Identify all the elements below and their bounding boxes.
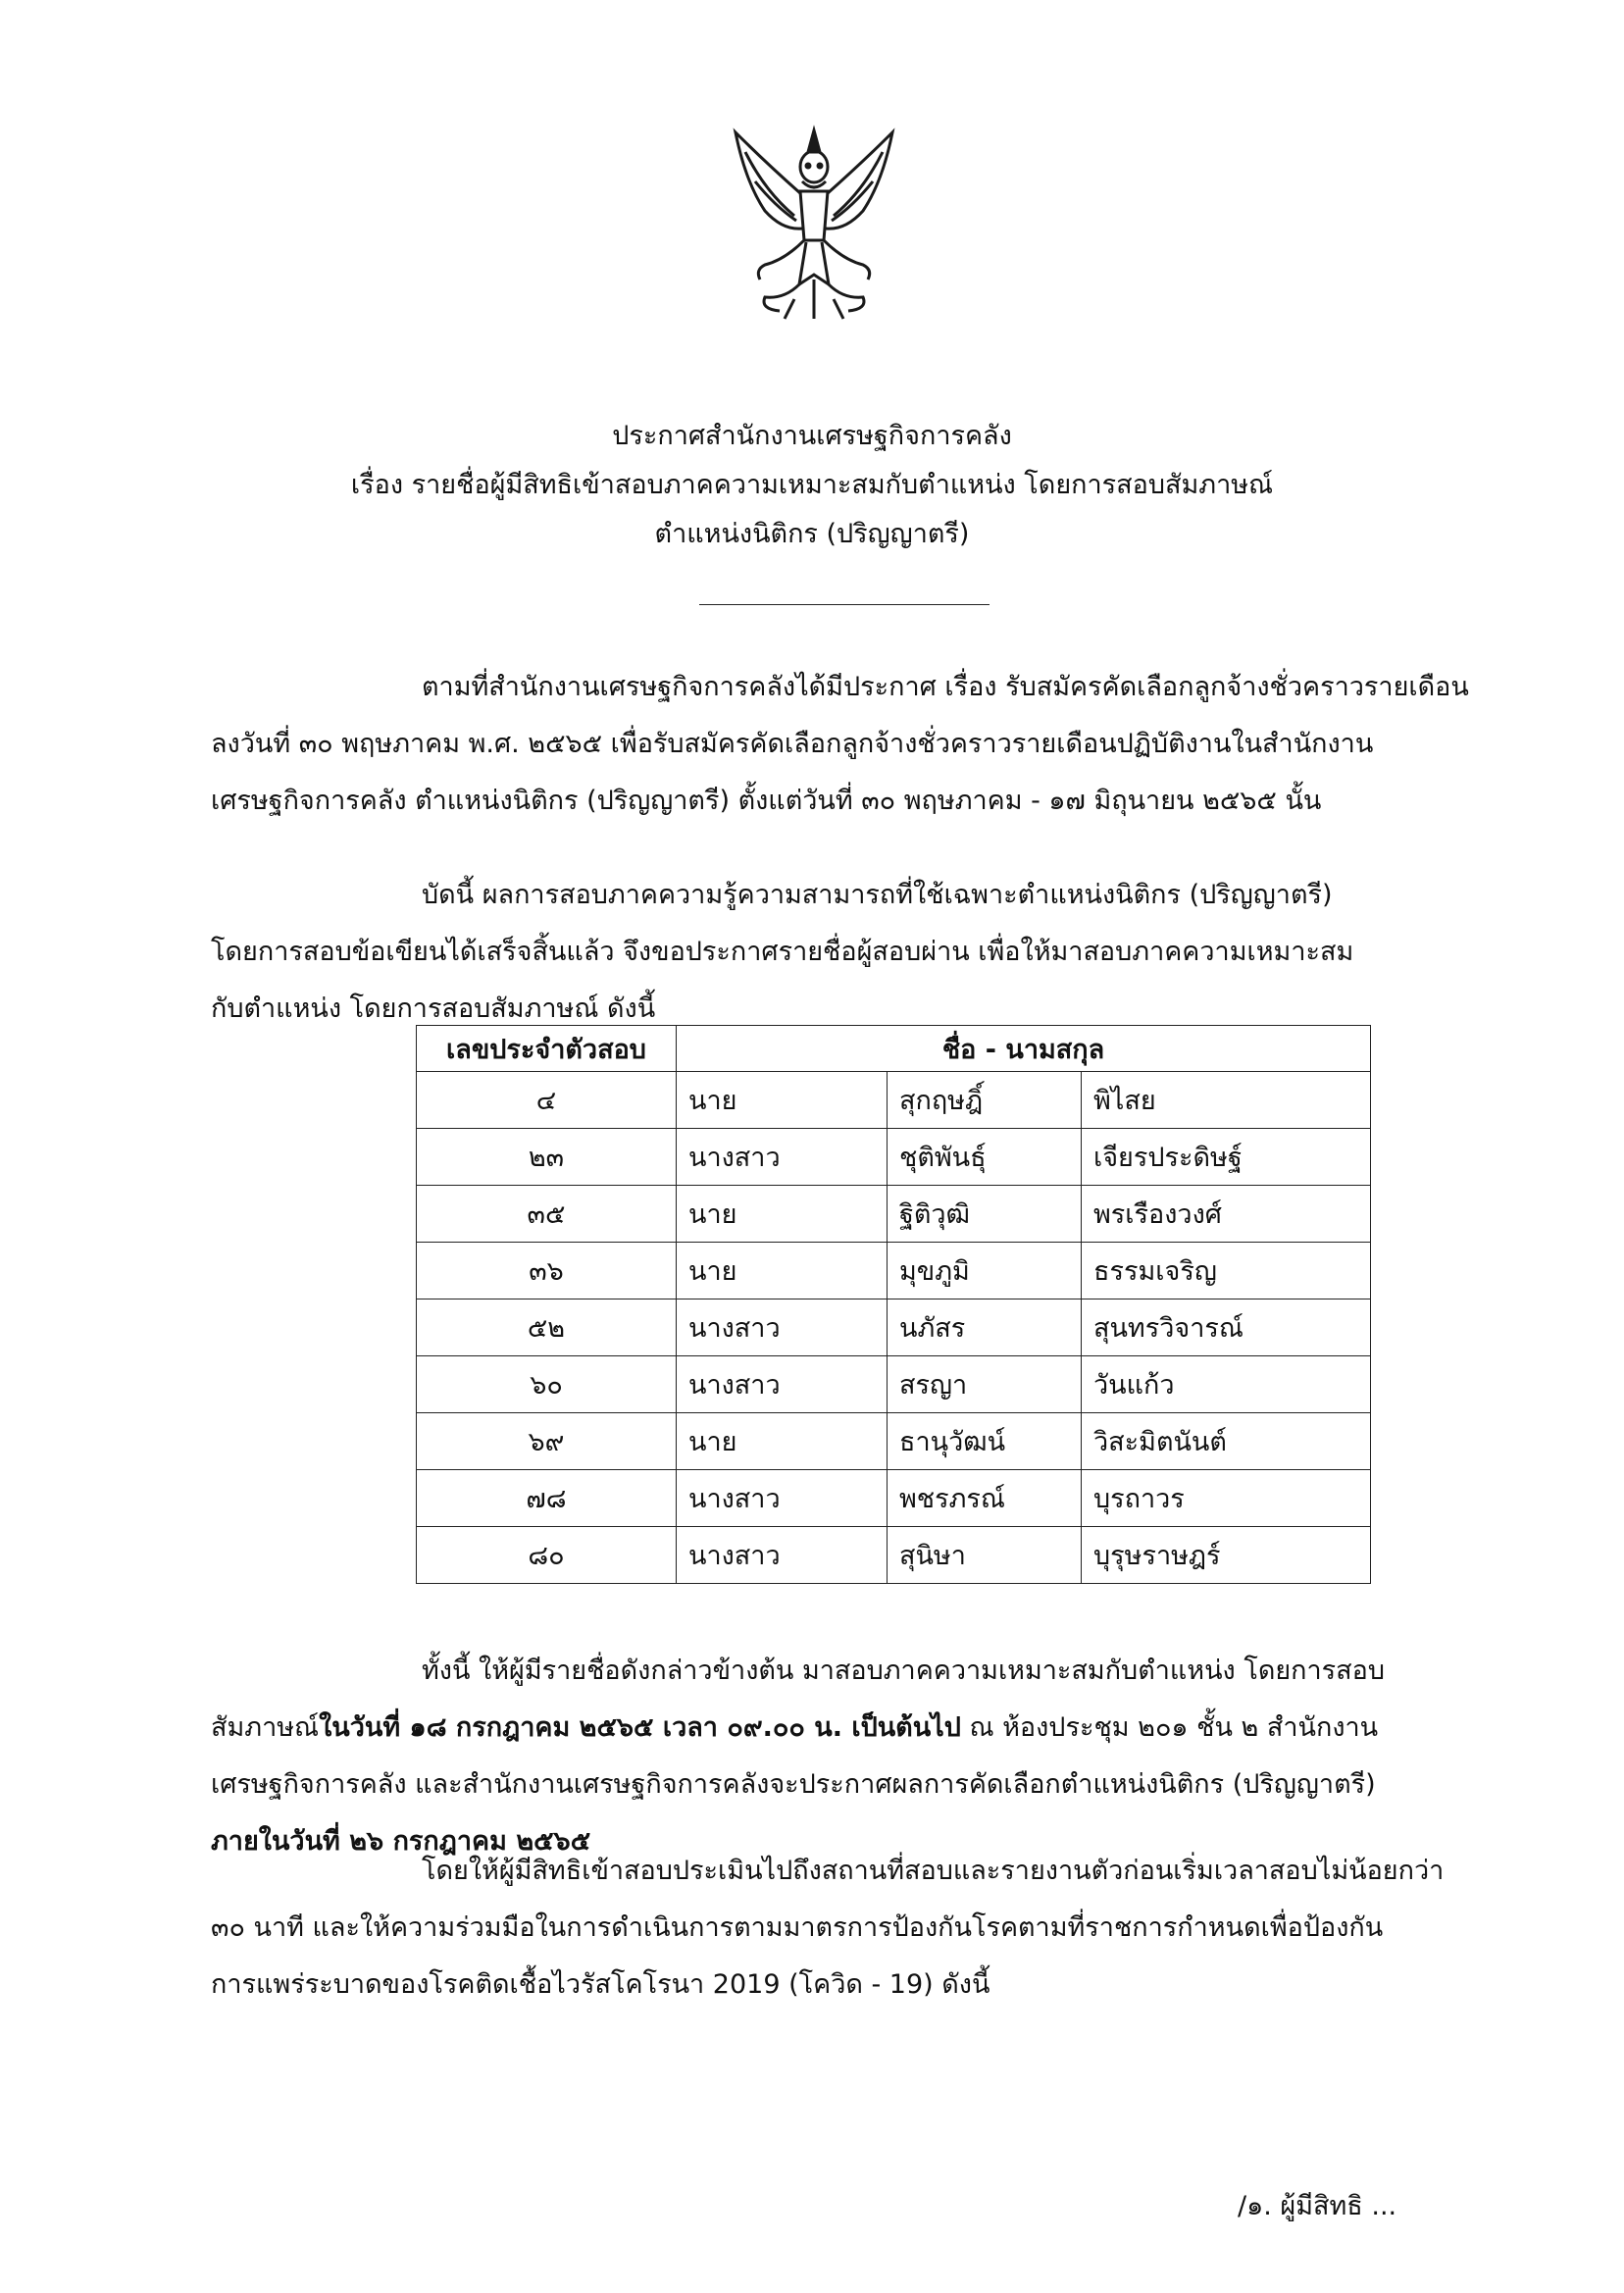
cell-last-name: วิสะมิตนันต์ <box>1082 1413 1371 1470</box>
table-row <box>417 1072 1371 1129</box>
cell-title: นางสาว <box>677 1356 888 1413</box>
table-row <box>417 1527 1371 1584</box>
table-row <box>417 1186 1371 1243</box>
interview-venue: ณ ห้องประชุม ๒๐๑ ชั้น ๒ สำนักงาน <box>960 1712 1379 1743</box>
paragraph-4-line-1: โดยให้ผู้มีสิทธิเข้าสอบประเมินไปถึงสถานที่สอบและรายงานตัวก่อนเริ่มเวลาสอบไม่น้อยกว่า <box>422 1856 1445 1886</box>
header-exam-id: เลขประจำตัวสอบ <box>417 1026 677 1072</box>
cell-exam-id: ๗๘ <box>417 1470 677 1527</box>
cell-first-name: นภัสร <box>888 1299 1082 1356</box>
cell-title: นาย <box>677 1413 888 1470</box>
paragraph-1-line-3: เศรษฐกิจการคลัง ตำแหน่งนิติกร (ปริญญาตรี) ตั้งแต่วันที่ ๓๐ พฤษภาคม - ๑๗ มิถุนายน ๒๕๖๕ นั้น <box>211 786 1322 816</box>
paragraph-4 <box>211 1843 1461 2013</box>
cell-exam-id: ๒๓ <box>417 1129 677 1186</box>
cell-first-name: สรญา <box>888 1356 1082 1413</box>
cell-title: นางสาว <box>677 1527 888 1584</box>
cell-first-name: ธานุวัฒน์ <box>888 1413 1082 1470</box>
cell-title: นางสาว <box>677 1299 888 1356</box>
paragraph-2 <box>211 867 1461 1038</box>
announcement-subject: เรื่อง รายชื่อผู้มีสิทธิเข้าสอบภาคความเหมาะสมกับตำแหน่ง โดยการสอบสัมภาษณ์ <box>350 470 1274 500</box>
paragraph-2-line-1: บัดนี้ ผลการสอบภาคความรู้ความสามารถที่ใช้เฉพาะตำแหน่งนิติกร (ปริญญาตรี) <box>422 880 1333 910</box>
paragraph-2-line-3: กับตำแหน่ง โดยการสอบสัมภาษณ์ ดังนี้ <box>211 994 656 1024</box>
cell-first-name: ฐิติวุฒิ <box>888 1186 1082 1243</box>
table-row <box>417 1243 1371 1299</box>
cell-title: นางสาว <box>677 1129 888 1186</box>
paragraph-3-line-2 <box>211 1700 1461 1757</box>
paragraph-4-line-2: ๓๐ นาที และให้ความร่วมมือในการดำเนินการตามมาตรการป้องกันโรคตามที่ราชการกำหนดเพื่อป้องกัน <box>211 1912 1384 1943</box>
garuda-emblem-icon <box>726 123 902 329</box>
cell-title: นางสาว <box>677 1470 888 1527</box>
cell-first-name: มุขภูมิ <box>888 1243 1082 1299</box>
paragraph-1-line-2: ลงวันที่ ๓๐ พฤษภาคม พ.ศ. ๒๕๖๕ เพื่อรับสมัครคัดเลือกลูกจ้างชั่วคราวรายเดือนปฏิบัติงานในสำนักงาน <box>211 729 1374 759</box>
interview-label: สัมภาษณ์ <box>211 1712 320 1743</box>
result-prefix: ภายใน <box>211 1826 290 1857</box>
cell-last-name: ธรรมเจริญ <box>1082 1243 1371 1299</box>
paragraph-1-line-1: ตามที่สำนักงานเศรษฐกิจการคลังได้มีประกาศ เรื่อง รับสมัครคัดเลือกลูกจ้างชั่วคราวรายเดือน <box>422 672 1469 702</box>
cell-first-name: ชุติพันธุ์ <box>888 1129 1082 1186</box>
paragraph-3-line-3: เศรษฐกิจการคลัง และสำนักงานเศรษฐกิจการคลังจะประกาศผลการคัดเลือกตำแหน่งนิติกร (ปริญญาตรี) <box>211 1769 1376 1800</box>
candidate-table <box>416 1025 1371 1584</box>
cell-last-name: พรเรืองวงศ์ <box>1082 1186 1371 1243</box>
cell-first-name: สุกฤษฎิ์ <box>888 1072 1082 1129</box>
cell-last-name: เจียรประดิษฐ์ <box>1082 1129 1371 1186</box>
cell-exam-id: ๘๐ <box>417 1527 677 1584</box>
table-row <box>417 1129 1371 1186</box>
page-continuation: /๑. ผู้มีสิทธิ ... <box>1238 2191 1397 2221</box>
cell-exam-id: ๖๙ <box>417 1413 677 1470</box>
result-date: วันที่ ๒๖ กรกฎาคม ๒๕๖๕ <box>289 1826 591 1857</box>
cell-exam-id: ๓๖ <box>417 1243 677 1299</box>
paragraph-4-line-3: การแพร่ระบาดของโรคติดเชื้อไวรัสโคโรนา 2019 (โควิด - 19) ดังนี้ <box>211 1969 990 2000</box>
cell-last-name: วันแก้ว <box>1082 1356 1371 1413</box>
table-row <box>417 1299 1371 1356</box>
paragraph-3 <box>211 1643 1461 1870</box>
header-full-name: ชื่อ - นามสกุล <box>677 1026 1371 1072</box>
cell-exam-id: ๔ <box>417 1072 677 1129</box>
header-divider <box>699 604 990 605</box>
announcement-position: ตำแหน่งนิติกร (ปริญญาตรี) <box>654 519 970 549</box>
announcement-title: ประกาศสำนักงานเศรษฐกิจการคลัง <box>612 421 1012 451</box>
cell-title: นาย <box>677 1243 888 1299</box>
table-row <box>417 1356 1371 1413</box>
paragraph-3-line-1: ทั้งนี้ ให้ผู้มีรายชื่อดังกล่าวข้างต้น มาสอบภาคความเหมาะสมกับตำแหน่ง โดยการสอบ <box>422 1656 1386 1686</box>
cell-exam-id: ๓๕ <box>417 1186 677 1243</box>
cell-exam-id: ๖๐ <box>417 1356 677 1413</box>
table-header-row <box>417 1026 1371 1072</box>
cell-last-name: พิไสย <box>1082 1072 1371 1129</box>
table-row <box>417 1413 1371 1470</box>
cell-title: นาย <box>677 1072 888 1129</box>
cell-last-name: สุนทรวิจารณ์ <box>1082 1299 1371 1356</box>
table-row <box>417 1470 1371 1527</box>
interview-date: ในวันที่ ๑๘ กรกฎาคม ๒๕๖๕ เวลา ๐๙.๐๐ น. เป็นต้นไป <box>319 1712 961 1743</box>
cell-exam-id: ๕๒ <box>417 1299 677 1356</box>
paragraph-2-line-2: โดยการสอบข้อเขียนได้เสร็จสิ้นแล้ว จึงขอประกาศรายชื่อผู้สอบผ่าน เพื่อให้มาสอบภาคความเหมาะสม <box>211 937 1354 967</box>
cell-last-name: บุรถาวร <box>1082 1470 1371 1527</box>
cell-first-name: พชรภรณ์ <box>888 1470 1082 1527</box>
cell-first-name: สุนิษา <box>888 1527 1082 1584</box>
cell-last-name: บุรุษราษฎร์ <box>1082 1527 1371 1584</box>
cell-title: นาย <box>677 1186 888 1243</box>
paragraph-1 <box>211 659 1469 830</box>
